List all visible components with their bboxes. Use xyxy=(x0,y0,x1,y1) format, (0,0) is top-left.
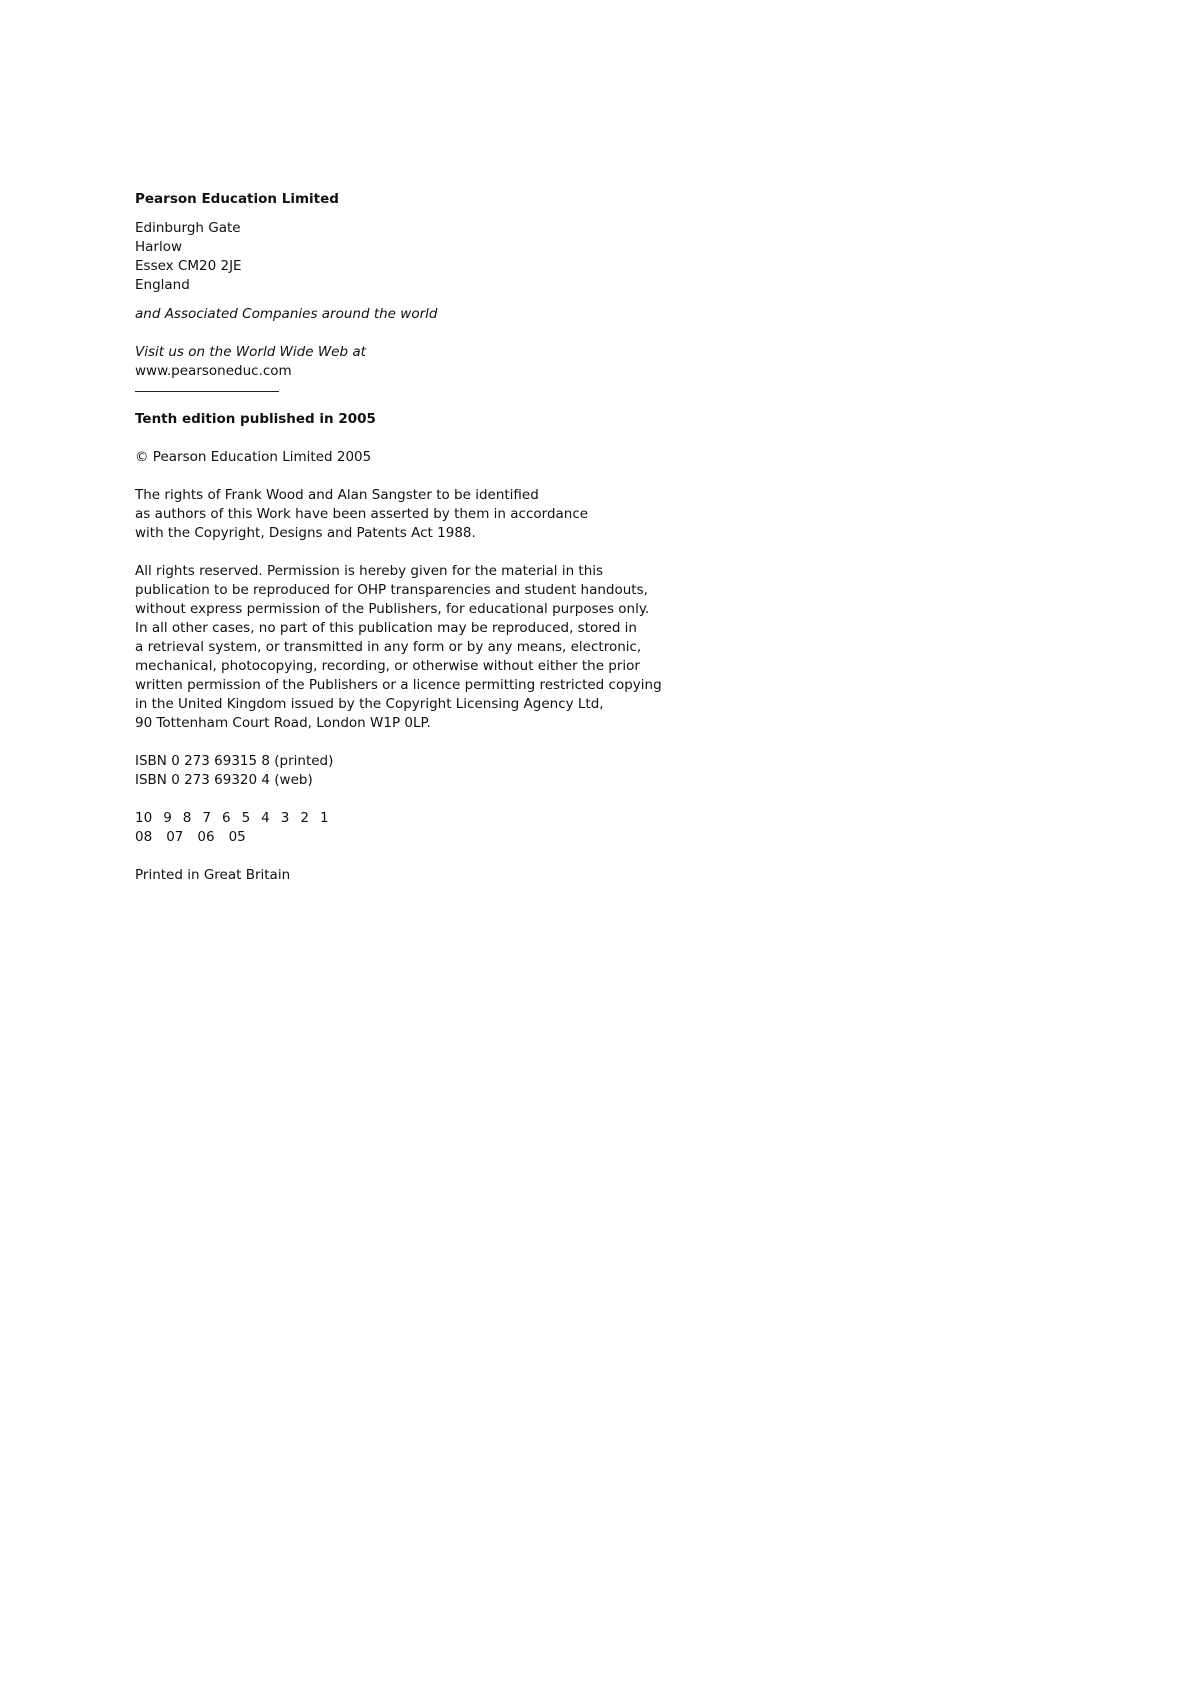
year-number: 06 xyxy=(197,829,215,845)
rights-line: publication to be reproduced for OHP transparencies and student handouts, xyxy=(135,582,648,598)
year-number: 08 xyxy=(135,829,153,845)
associated-companies: and Associated Companies around the world xyxy=(135,306,438,322)
printing-number: 9 xyxy=(163,810,172,826)
year-numbers xyxy=(135,828,775,847)
rights-line: In all other cases, no part of this publication may be reproduced, stored in xyxy=(135,620,637,636)
printing-number: 3 xyxy=(280,810,290,826)
printed-in: Printed in Great Britain xyxy=(135,867,291,883)
copyright-page xyxy=(135,190,775,885)
rights-line: in the United Kingdom issued by the Copyright Licensing Agency Ltd, xyxy=(135,696,604,712)
address-line: England xyxy=(135,277,190,293)
rights-line: written permission of the Publishers or a licence permitting restricted copying xyxy=(135,677,662,693)
printing-number: 10 xyxy=(135,810,153,826)
web-url: www.pearsoneduc.com xyxy=(135,363,292,379)
isbn-block xyxy=(135,752,775,790)
rights-line: a retrieval system, or transmitted in any form or by any means, electronic, xyxy=(135,639,642,655)
printing-number: 7 xyxy=(202,810,211,826)
rights-line: mechanical, photocopying, recording, or otherwise without either the prior xyxy=(135,658,640,674)
rights-reserved xyxy=(135,562,775,733)
printing-number: 2 xyxy=(300,810,309,826)
rights-line: 90 Tottenham Court Road, London W1P 0LP. xyxy=(135,715,431,731)
printing-number: 5 xyxy=(241,810,251,826)
year-number: 05 xyxy=(228,829,246,845)
printing-numbers xyxy=(135,809,775,828)
isbn-line: ISBN 0 273 69320 4 (web) xyxy=(135,772,313,788)
rights-line: without express permission of the Publishers, for educational purposes only. xyxy=(135,601,650,617)
printing-number: 6 xyxy=(221,810,231,826)
rights-line: All rights reserved. Permission is hereby given for the material in this xyxy=(135,563,604,579)
isbn-line: ISBN 0 273 69315 8 (printed) xyxy=(135,753,334,769)
printing-number: 8 xyxy=(182,810,192,826)
moral-rights-line: as authors of this Work have been asserted by them in accordance xyxy=(135,506,589,522)
publisher-address xyxy=(135,219,775,295)
address-line: Edinburgh Gate xyxy=(135,220,241,236)
copyright-notice: © Pearson Education Limited 2005 xyxy=(135,449,372,465)
divider xyxy=(135,391,279,392)
printing-number: 1 xyxy=(319,810,329,826)
address-line: Essex CM20 2JE xyxy=(135,258,242,274)
publisher-name: Pearson Education Limited xyxy=(135,191,339,207)
moral-rights-line: The rights of Frank Wood and Alan Sangster to be identified xyxy=(135,487,539,503)
moral-rights xyxy=(135,486,775,543)
printing-number: 4 xyxy=(261,810,270,826)
web-intro: Visit us on the World Wide Web at xyxy=(135,344,366,360)
year-number: 07 xyxy=(166,829,184,845)
edition-statement: Tenth edition published in 2005 xyxy=(135,411,376,427)
address-line: Harlow xyxy=(135,239,183,255)
moral-rights-line: with the Copyright, Designs and Patents Act 1988. xyxy=(135,525,476,541)
